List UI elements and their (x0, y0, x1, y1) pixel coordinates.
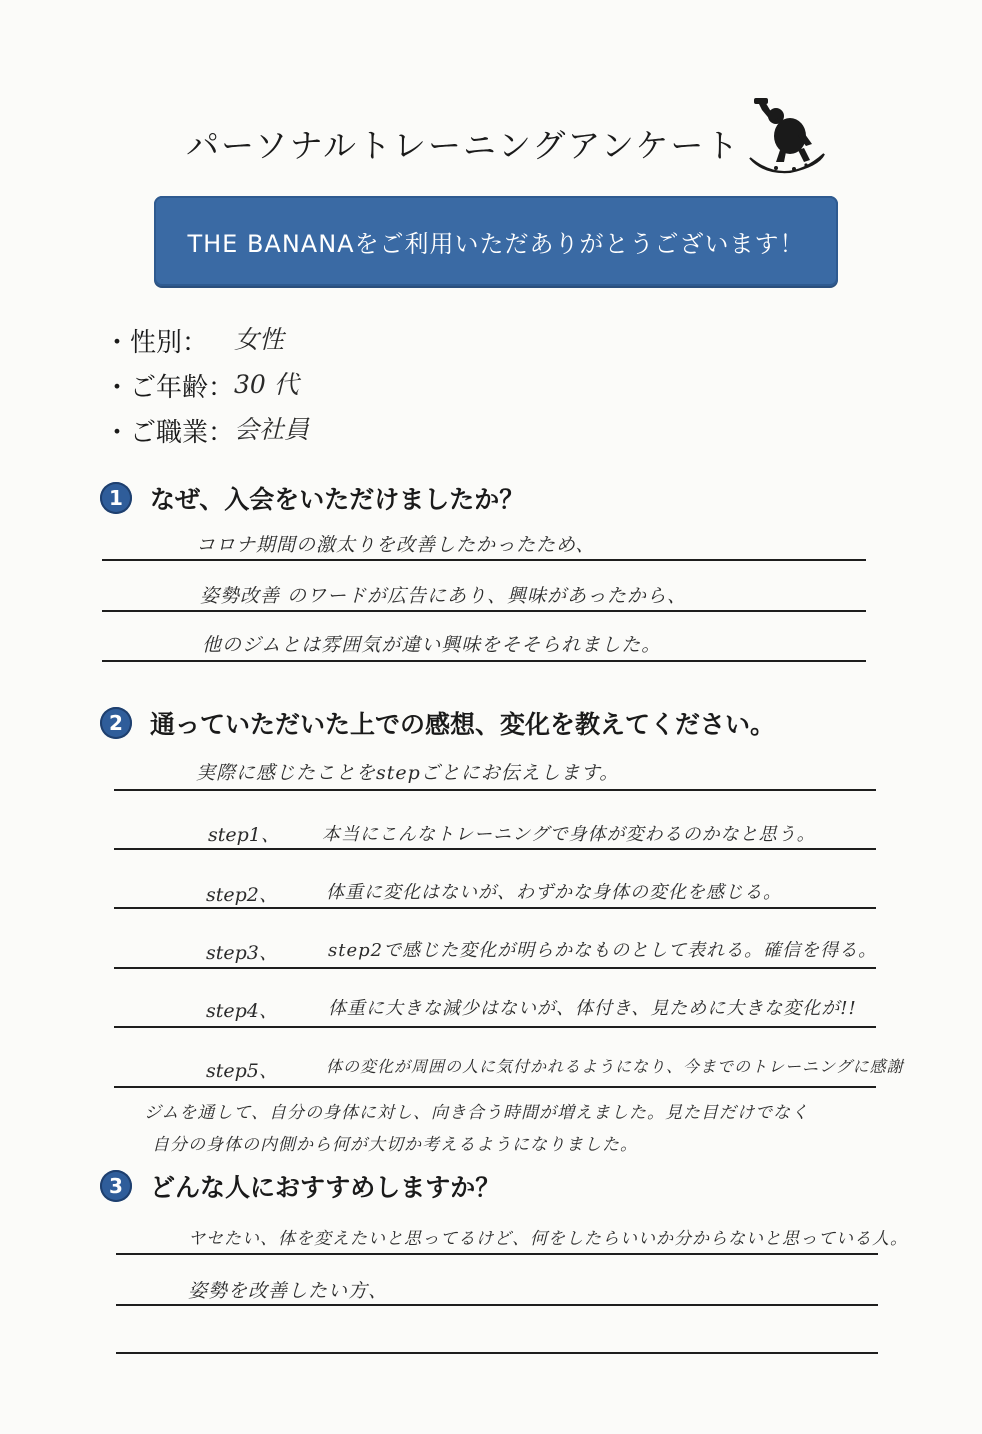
age-value: 30 代 (234, 370, 299, 399)
q1-answer-3: 他のジムとは雰囲気が違い興味をそそられました。 (202, 634, 662, 656)
welcome-banner: THE BANANAをご利用いただありがとうございます！ (154, 196, 838, 286)
q2-closing-1: ジムを通して、自分の身体に対し、向き合う時間が増えました。見た目だけでなく (144, 1103, 809, 1123)
age-label: ・ご年齢： (104, 373, 235, 403)
gender-label: ・性別： (104, 328, 209, 358)
answer-line (102, 610, 866, 612)
step-label: step3、 (206, 942, 278, 964)
answer-line (102, 660, 866, 662)
question-number-badge: 3 (100, 1170, 132, 1202)
question-number-badge: 2 (100, 707, 132, 739)
question-3 (100, 1168, 500, 1204)
question-text: どんな人におすすめしますか？ (150, 1173, 501, 1202)
answer-line (114, 848, 876, 850)
step-text: step2で感じた変化が明らかなものとして表れる。確信を得る。 (328, 940, 878, 961)
question-text: なぜ、入会をいただけましたか？ (150, 485, 525, 514)
q1-answer-2: 姿勢改善 のワードが広告にあり、興味があったから、 (200, 585, 687, 607)
answer-line (116, 1352, 878, 1354)
answer-line (116, 1304, 878, 1306)
question-1 (100, 480, 524, 516)
step-label: step4、 (206, 1000, 278, 1022)
step-text: 本当にこんなトレーニングで身体が変わるのかなと思う。 (322, 824, 816, 845)
answer-line (114, 1026, 876, 1028)
step-label: step5、 (206, 1060, 278, 1082)
answer-line (114, 789, 876, 791)
step-label: step1、 (208, 824, 280, 846)
profile-occupation (104, 412, 310, 449)
occupation-label: ・ご職業： (104, 418, 235, 448)
answer-line (114, 907, 876, 909)
q2-intro: 実際に感じたことをstepごとにお伝えします。 (196, 762, 620, 784)
q2-closing-2: 自分の身体の内側から何が大切か考えるようになりました。 (152, 1135, 638, 1155)
q3-answer-1: ヤセたい、体を変えたいと思ってるけど、何をしたらいいか分からないと思っている人。 (188, 1229, 908, 1249)
step-text: 体重に変化はないが、わずかな身体の変化を感じる。 (326, 882, 782, 903)
step-text: 体重に大きな減少はないが、体付き、見ために大きな変化が!! (328, 998, 857, 1019)
q1-answer-1: コロナ期間の激太りを改善したかったため、 (196, 534, 596, 556)
answer-line (102, 559, 866, 561)
page-title: パーソナルトレーニングアンケート (186, 126, 741, 165)
step-label: step2、 (206, 884, 278, 906)
question-2 (100, 705, 775, 741)
question-number-badge: 1 (100, 482, 132, 514)
profile-gender (104, 322, 285, 359)
gender-value: 女性 (234, 325, 285, 354)
gorilla-banana-logo-icon (746, 96, 828, 188)
question-text: 通っていただいた上での感想、変化を教えてください。 (150, 710, 776, 739)
answer-line (116, 1253, 878, 1255)
answer-line (114, 967, 876, 969)
step-text: 体の変化が周囲の人に気付かれるようになり、今までのトレーニングに感謝 (326, 1057, 904, 1076)
occupation-value: 会社員 (234, 415, 310, 444)
profile-age (104, 367, 299, 404)
q3-answer-2: 姿勢を改善したい方、 (188, 1280, 389, 1302)
answer-line (114, 1086, 876, 1088)
